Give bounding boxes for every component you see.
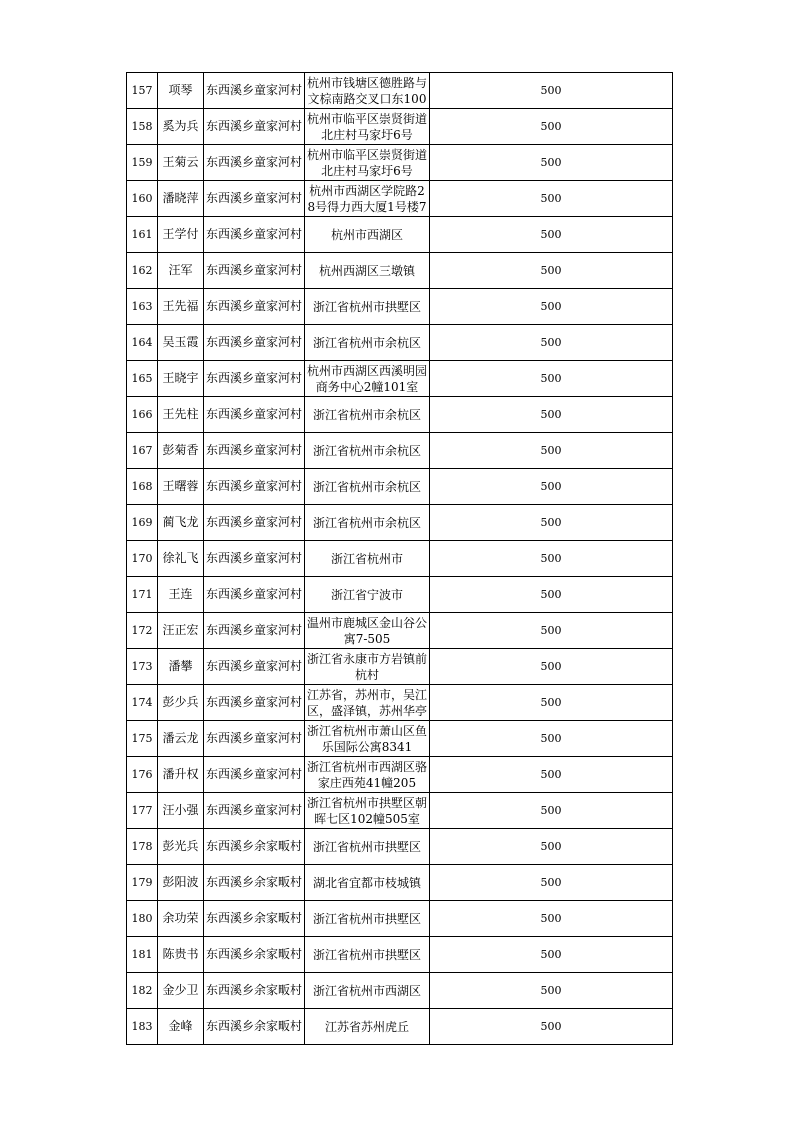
table-row — [127, 757, 673, 793]
table-row — [127, 253, 673, 289]
village-name: 东西溪乡童家河村 — [204, 253, 305, 289]
subsidy-amount: 500 — [430, 937, 673, 973]
subsidy-amount: 500 — [430, 253, 673, 289]
village-name: 东西溪乡余家畈村 — [204, 829, 305, 865]
work-address — [305, 181, 430, 217]
subsidy-amount: 500 — [430, 757, 673, 793]
person-name: 王晓宇 — [158, 361, 204, 397]
village-name: 东西溪乡余家畈村 — [204, 937, 305, 973]
village-name: 东西溪乡童家河村 — [204, 289, 305, 325]
work-address — [305, 649, 430, 685]
row-number: 180 — [127, 901, 158, 937]
table-row — [127, 937, 673, 973]
village-name: 东西溪乡余家畈村 — [204, 865, 305, 901]
work-address — [305, 289, 430, 325]
work-address — [305, 865, 430, 901]
village-name: 东西溪乡童家河村 — [204, 145, 305, 181]
work-address — [305, 217, 430, 253]
person-name: 项琴 — [158, 73, 204, 109]
work-address-text: 杭州市钱塘区德胜路与文棕南路交叉口东100 — [306, 75, 427, 106]
person-name: 汪军 — [158, 253, 204, 289]
person-name: 余功荣 — [158, 901, 204, 937]
work-address — [305, 253, 430, 289]
village-name: 东西溪乡童家河村 — [204, 721, 305, 757]
person-name: 彭菊香 — [158, 433, 204, 469]
work-address — [305, 685, 430, 721]
subsidy-amount: 500 — [430, 865, 673, 901]
village-name: 东西溪乡童家河村 — [204, 181, 305, 217]
work-address-text: 杭州市临平区崇贤街道北庄村马家圩6号 — [306, 147, 427, 178]
subsidy-amount: 500 — [430, 181, 673, 217]
work-address-text: 浙江省杭州市余杭区 — [312, 407, 421, 422]
work-address-text: 浙江省杭州市拱墅区朝晖七区102幢505室 — [306, 795, 427, 826]
work-address — [305, 505, 430, 541]
table-row — [127, 649, 673, 685]
row-number: 160 — [127, 181, 158, 217]
village-name: 东西溪乡童家河村 — [204, 469, 305, 505]
person-name: 王学付 — [158, 217, 204, 253]
table-row — [127, 1009, 673, 1045]
table-row — [127, 865, 673, 901]
row-number: 168 — [127, 469, 158, 505]
subsidy-amount: 500 — [430, 829, 673, 865]
work-address — [305, 577, 430, 613]
subsidy-amount: 500 — [430, 577, 673, 613]
table-row — [127, 181, 673, 217]
village-name: 东西溪乡童家河村 — [204, 505, 305, 541]
table-row — [127, 973, 673, 1009]
person-name: 王菊云 — [158, 145, 204, 181]
village-name: 东西溪乡童家河村 — [204, 649, 305, 685]
work-address-text: 杭州市西湖区学院路28号得力西大厦1号楼7 — [307, 183, 427, 214]
row-number: 165 — [127, 361, 158, 397]
work-address — [305, 793, 430, 829]
person-name: 潘晓萍 — [158, 181, 204, 217]
person-name: 奚为兵 — [158, 109, 204, 145]
subsidy-amount: 500 — [430, 73, 673, 109]
table-row — [127, 505, 673, 541]
work-address — [305, 757, 430, 793]
table-row — [127, 901, 673, 937]
table-row — [127, 73, 673, 109]
work-address — [305, 433, 430, 469]
work-address — [305, 109, 430, 145]
row-number: 164 — [127, 325, 158, 361]
row-number: 177 — [127, 793, 158, 829]
table-row — [127, 217, 673, 253]
work-address-text: 浙江省杭州市拱墅区 — [312, 839, 421, 854]
work-address-text: 浙江省杭州市余杭区 — [312, 335, 421, 350]
work-address-text: 江苏省苏州虎丘 — [324, 1019, 409, 1034]
work-address-text: 浙江省杭州市余杭区 — [312, 479, 421, 494]
subsidy-amount: 500 — [430, 721, 673, 757]
village-name: 东西溪乡童家河村 — [204, 361, 305, 397]
work-address-text: 浙江省杭州市西湖区骆家庄西苑41幢205 — [306, 759, 427, 790]
work-address — [305, 901, 430, 937]
row-number: 162 — [127, 253, 158, 289]
work-address-text: 湖北省宜都市枝城镇 — [312, 875, 421, 890]
work-address — [305, 469, 430, 505]
table-row — [127, 109, 673, 145]
work-address — [305, 325, 430, 361]
work-address — [305, 397, 430, 433]
row-number: 167 — [127, 433, 158, 469]
village-name: 东西溪乡童家河村 — [204, 325, 305, 361]
person-name: 潘攀 — [158, 649, 204, 685]
table-row — [127, 541, 673, 577]
work-address — [305, 361, 430, 397]
village-name: 东西溪乡童家河村 — [204, 613, 305, 649]
person-name: 彭阳波 — [158, 865, 204, 901]
row-number: 170 — [127, 541, 158, 577]
village-name: 东西溪乡余家畈村 — [204, 901, 305, 937]
work-address — [305, 937, 430, 973]
row-number: 179 — [127, 865, 158, 901]
village-name: 东西溪乡童家河村 — [204, 433, 305, 469]
row-number: 172 — [127, 613, 158, 649]
row-number: 182 — [127, 973, 158, 1009]
subsidy-amount: 500 — [430, 973, 673, 1009]
person-name: 潘云龙 — [158, 721, 204, 757]
person-name: 王曙蓉 — [158, 469, 204, 505]
person-name: 陈贵书 — [158, 937, 204, 973]
person-name: 彭光兵 — [158, 829, 204, 865]
subsidy-amount: 500 — [430, 613, 673, 649]
subsidy-amount: 500 — [430, 649, 673, 685]
work-address-text: 江苏省，苏州市，吴江区，盛泽镇，苏州华亭 — [306, 687, 427, 718]
work-address-text: 浙江省杭州市 — [330, 551, 403, 566]
work-address-text: 杭州西湖区三墩镇 — [318, 263, 415, 278]
row-number: 159 — [127, 145, 158, 181]
row-number: 175 — [127, 721, 158, 757]
row-number: 157 — [127, 73, 158, 109]
row-number: 158 — [127, 109, 158, 145]
row-number: 176 — [127, 757, 158, 793]
subsidy-amount: 500 — [430, 217, 673, 253]
table-row — [127, 433, 673, 469]
table-row — [127, 469, 673, 505]
work-address-text: 浙江省杭州市拱墅区 — [312, 299, 421, 314]
work-address — [305, 973, 430, 1009]
subsidy-amount: 500 — [430, 433, 673, 469]
person-name: 金峰 — [158, 1009, 204, 1045]
subsidy-amount: 500 — [430, 145, 673, 181]
work-address — [305, 145, 430, 181]
table-row — [127, 721, 673, 757]
row-number: 169 — [127, 505, 158, 541]
subsidy-amount: 500 — [430, 505, 673, 541]
subsidy-amount: 500 — [430, 901, 673, 937]
person-name: 金少卫 — [158, 973, 204, 1009]
work-address — [305, 721, 430, 757]
subsidy-amount: 500 — [430, 541, 673, 577]
person-name: 王先柱 — [158, 397, 204, 433]
work-address-text: 杭州市西湖区西溪明园商务中心2幢101室 — [306, 363, 427, 394]
work-address-text: 浙江省杭州市西湖区 — [312, 983, 421, 998]
village-name: 东西溪乡童家河村 — [204, 73, 305, 109]
subsidy-amount: 500 — [430, 109, 673, 145]
work-address-text: 浙江省宁波市 — [330, 587, 403, 602]
village-name: 东西溪乡童家河村 — [204, 757, 305, 793]
village-name: 东西溪乡童家河村 — [204, 217, 305, 253]
work-address-text: 浙江省杭州市拱墅区 — [312, 911, 421, 926]
village-name: 东西溪乡童家河村 — [204, 685, 305, 721]
village-name: 东西溪乡童家河村 — [204, 577, 305, 613]
table-row — [127, 613, 673, 649]
work-address — [305, 73, 430, 109]
row-number: 171 — [127, 577, 158, 613]
table-row — [127, 145, 673, 181]
village-name: 东西溪乡童家河村 — [204, 109, 305, 145]
work-address — [305, 541, 430, 577]
row-number: 181 — [127, 937, 158, 973]
person-name: 汪小强 — [158, 793, 204, 829]
village-name: 东西溪乡童家河村 — [204, 793, 305, 829]
table-body — [127, 73, 673, 1045]
village-name: 东西溪乡童家河村 — [204, 397, 305, 433]
work-address-text: 浙江省杭州市萧山区鱼乐国际公寓8341 — [306, 723, 427, 754]
work-address — [305, 613, 430, 649]
subsidy-amount: 500 — [430, 793, 673, 829]
row-number: 173 — [127, 649, 158, 685]
table-row — [127, 829, 673, 865]
person-name: 蔺飞龙 — [158, 505, 204, 541]
person-name: 吴玉霞 — [158, 325, 204, 361]
work-address-text: 浙江省杭州市余杭区 — [312, 443, 421, 458]
person-name: 王先福 — [158, 289, 204, 325]
village-name: 东西溪乡余家畈村 — [204, 973, 305, 1009]
table-row — [127, 793, 673, 829]
village-name: 东西溪乡童家河村 — [204, 541, 305, 577]
subsidy-amount: 500 — [430, 361, 673, 397]
row-number: 174 — [127, 685, 158, 721]
row-number: 166 — [127, 397, 158, 433]
work-address-text: 浙江省永康市方岩镇前杭村 — [306, 651, 427, 682]
row-number: 178 — [127, 829, 158, 865]
work-address-text: 杭州市西湖区 — [330, 227, 403, 242]
work-address — [305, 1009, 430, 1045]
table-row — [127, 397, 673, 433]
subsidy-amount: 500 — [430, 1009, 673, 1045]
work-address-text: 杭州市临平区崇贤街道北庄村马家圩6号 — [306, 111, 427, 142]
table-row — [127, 289, 673, 325]
village-name: 东西溪乡余家畈村 — [204, 1009, 305, 1045]
work-address-text: 浙江省杭州市拱墅区 — [312, 947, 421, 962]
row-number: 183 — [127, 1009, 158, 1045]
person-name: 彭少兵 — [158, 685, 204, 721]
work-address-text: 浙江省杭州市余杭区 — [312, 515, 421, 530]
person-name: 王连 — [158, 577, 204, 613]
subsidy-amount: 500 — [430, 397, 673, 433]
person-name: 徐礼飞 — [158, 541, 204, 577]
work-address-text: 温州市鹿城区金山谷公寓7-505 — [306, 615, 427, 646]
table-row — [127, 325, 673, 361]
table-row — [127, 685, 673, 721]
work-address — [305, 829, 430, 865]
table-row — [127, 577, 673, 613]
subsidy-table — [126, 72, 673, 1045]
subsidy-amount: 500 — [430, 469, 673, 505]
subsidy-amount: 500 — [430, 685, 673, 721]
table-row — [127, 361, 673, 397]
row-number: 163 — [127, 289, 158, 325]
subsidy-amount: 500 — [430, 325, 673, 361]
row-number: 161 — [127, 217, 158, 253]
person-name: 潘升权 — [158, 757, 204, 793]
subsidy-amount: 500 — [430, 289, 673, 325]
person-name: 汪正宏 — [158, 613, 204, 649]
